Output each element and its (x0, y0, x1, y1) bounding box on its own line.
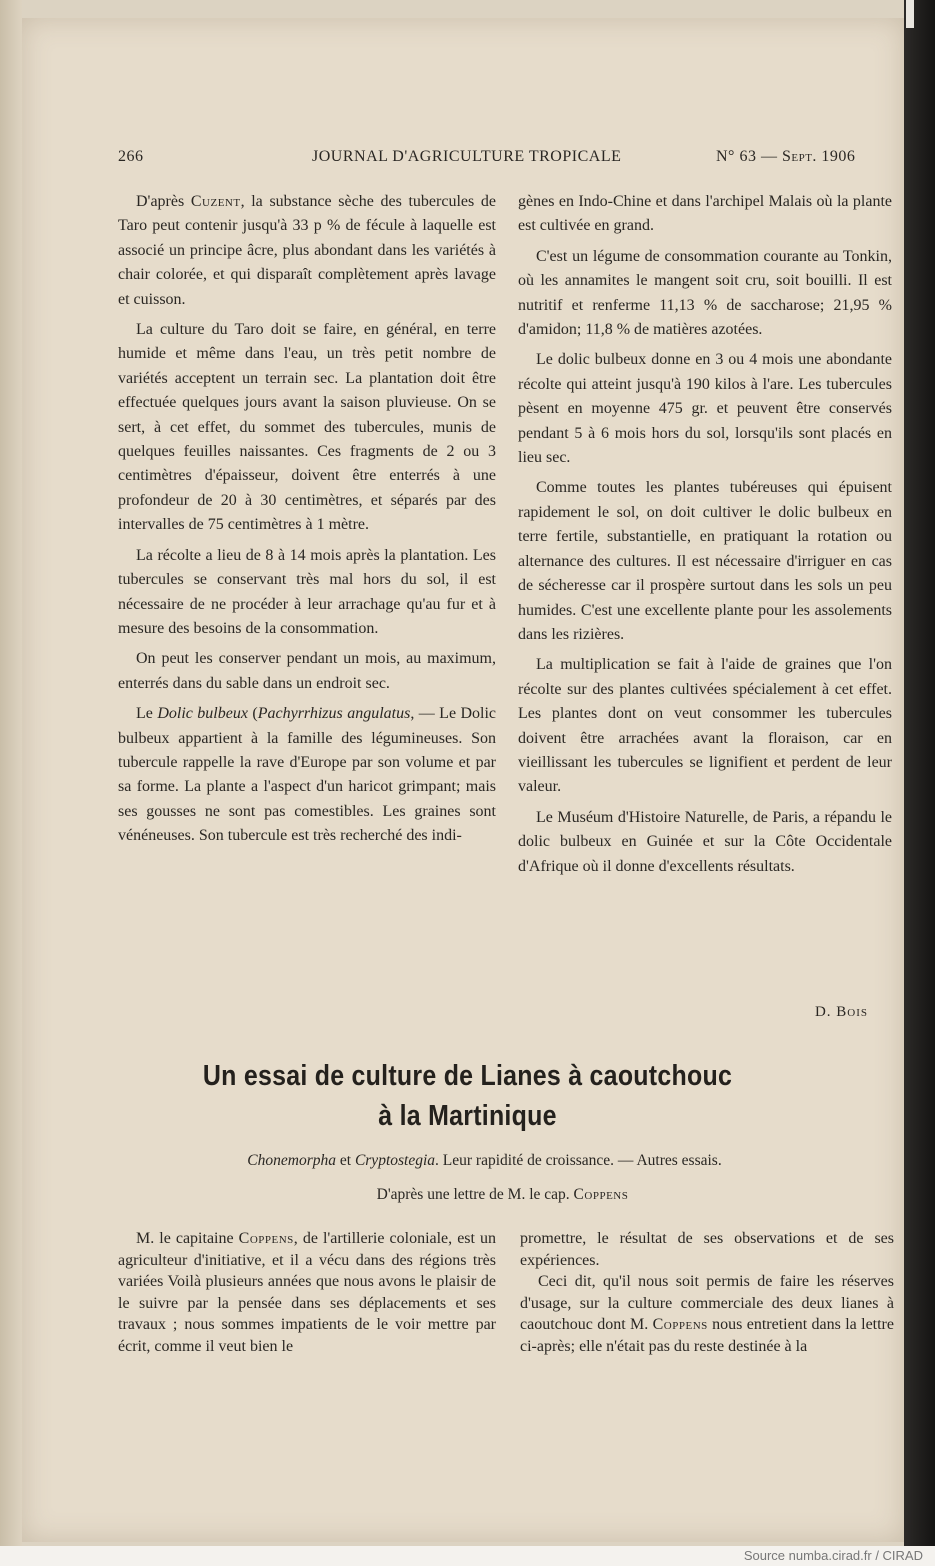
text-column-left (118, 190, 496, 849)
issue-date: Sept. 1906 (781, 148, 856, 165)
issue-prefix: N° 63 — (716, 148, 782, 165)
text-column-right (518, 190, 892, 879)
paragraph: promettre, le résultat de ses observations et de ses expériences. (520, 1230, 894, 1269)
viewer-footer (0, 1546, 935, 1566)
person-name: Coppens (652, 1316, 708, 1334)
paragraph: La récolte a lieu de 8 à 14 mois après la plantation. Les tubercules se conservant très mal hors du sol, il est nécessaire de ne procéder à leur arrachage qu'au fur et à mesure des besoins de la consommation. (118, 546, 496, 637)
paragraph: gènes en Indo-Chine et dans l'archipel Malais où la plante est cultivée en grand. (518, 193, 892, 235)
common-name: Dolic bulbeux (157, 705, 248, 723)
article-column-left (118, 1228, 496, 1358)
running-header (0, 148, 935, 172)
paragraph: Le Dolic bulbeux (Pachyrrhizus angulatus, — Le Dolic bulbeux appartient à la famille des légumineuses. Son tubercule rappelle la rave d'Europe par son volume et par sa forme. La plante a l'aspect d'un haricot grimpant; mais ses gousses ne sont pas comestibles. Les graines sont vénéneuses. Son tubercule est très recherché des indi- (118, 705, 497, 845)
author-name: Cuzent (190, 193, 241, 210)
paragraph: Le Muséum d'Histoire Naturelle, de Paris, a répandu le dolic bulbeux en Guinée et sur la Côte Occidentale d'Afrique où il donne d'excellents résultats. (518, 808, 892, 875)
genus-name: Cryptostegia (354, 1152, 436, 1169)
paragraph: On peut les conserver pendant un mois, au maximum, enterrés dans du sable dans un endroit sec. (118, 650, 496, 692)
journal-title: JOURNAL D'AGRICULTURE TROPICALE (312, 148, 622, 165)
issue-number (716, 148, 855, 166)
paragraph: D'après Cuzent, la substance sèche des tubercules de Taro peut contenir jusqu'à 33 p % de fécule à laquelle est associé un principe âcre, plus abondant dans les variétés à chair colorée, et qui disparaît complètement après lavage et cuisson. (118, 193, 496, 308)
genus-name: Chonemorpha (247, 1152, 336, 1169)
source-author: Coppens (573, 1186, 629, 1203)
paragraph: Ceci dit, qu'il nous soit permis de faire les réserves d'usage, sur la culture commerciale des deux lianes à caoutchouc dont M. Coppens nous entretient dans la lettre ci-après; elle n'était pas du reste destinée à la (520, 1273, 894, 1355)
article-title (65, 1056, 869, 1136)
paragraph: La culture du Taro doit se faire, en général, en terre humide et même dans l'eau, un très petit nombre de variétés acceptent un terrain sec. La plantation doit être effectuée quelques jours avant la saison pluvieuse. On se sert, à cet effet, du sommet des tubercules, munis de quelques feuilles naissantes. Ces fragments de 2 ou 3 centimètres d'épaisseur, doivent être enterrés à une profondeur de 20 à 30 centimètres, et séparés par des intervalles de 75 centimètres à 1 mètre. (118, 321, 496, 534)
title-line-2: à la Martinique (378, 1100, 557, 1132)
paragraph: M. le capitaine Coppens, de l'artillerie coloniale, est un agriculteur d'initiative, et il a vécu dans des régions très variées Voilà plusieurs années que nous avons le plaisir de le suivre par la pensée dans ses déplacements et ses travaux ; nous sommes impatients de le voir mettre par écrit, comme il veut bien le (118, 1230, 497, 1355)
title-line-1: Un essai de culture de Lianes à caoutchouc (202, 1060, 733, 1092)
cover-corner (906, 0, 914, 28)
page-number: 266 (118, 148, 144, 165)
source-credit: Source numba.cirad.fr / CIRAD (743, 1548, 923, 1563)
latin-name: Pachyrrhizus angulatus (257, 705, 411, 723)
article-source: D'après une lettre de M. le cap. Coppens (376, 1186, 629, 1203)
paragraph: Comme toutes les plantes tubéreuses qui épuisent rapidement le sol, on doit cultiver le dolic bulbeux en terre fertile, substantielle, en pratiquant la rotation ou alternance des cultures. Il est nécessaire d'irriguer en cas de sécheresse car il prospère surtout dans les sols un peu humides. C'est une excellente plante pour les assolements dans les rizières. (518, 479, 892, 643)
article-column-right (520, 1228, 894, 1358)
paragraph: C'est un légume de consommation courante au Tonkin, où les annamites le mangent soit cru, soit bouilli. Il est nutritif et renferme 11,13 % de saccharose; 21,95 % d'amidon; 11,8 % de matières azotées. (518, 247, 892, 339)
paragraph: Le dolic bulbeux donne en 3 ou 4 mois une abondante récolte qui atteint jusqu'à 190 kilos à l'are. Les tubercules pèsent en moyenne 475 gr. et peuvent être conservés pendant 5 à 6 mois hors du sol, lorsqu'ils sont placés en lieu sec. (518, 351, 892, 467)
book-cover-edge (904, 0, 935, 1546)
paragraph: La multiplication se fait à l'aide de graines que l'on récolte sur des plantes cultivées spécialement à cet effet. Les plantes dont on veut consommer les tubercules doivent être arrachées avant la floraison, car en vieillissant les tubercules se lignifient et perdent de leur valeur. (518, 656, 892, 796)
article-subtitle: Chonemorpha et Cryptostegia. Leur rapidité de croissance. — Autres essais. (247, 1152, 722, 1169)
page-edge (0, 0, 22, 1546)
person-name: Coppens (238, 1230, 294, 1247)
author-signature: D. Bois (814, 1004, 868, 1020)
